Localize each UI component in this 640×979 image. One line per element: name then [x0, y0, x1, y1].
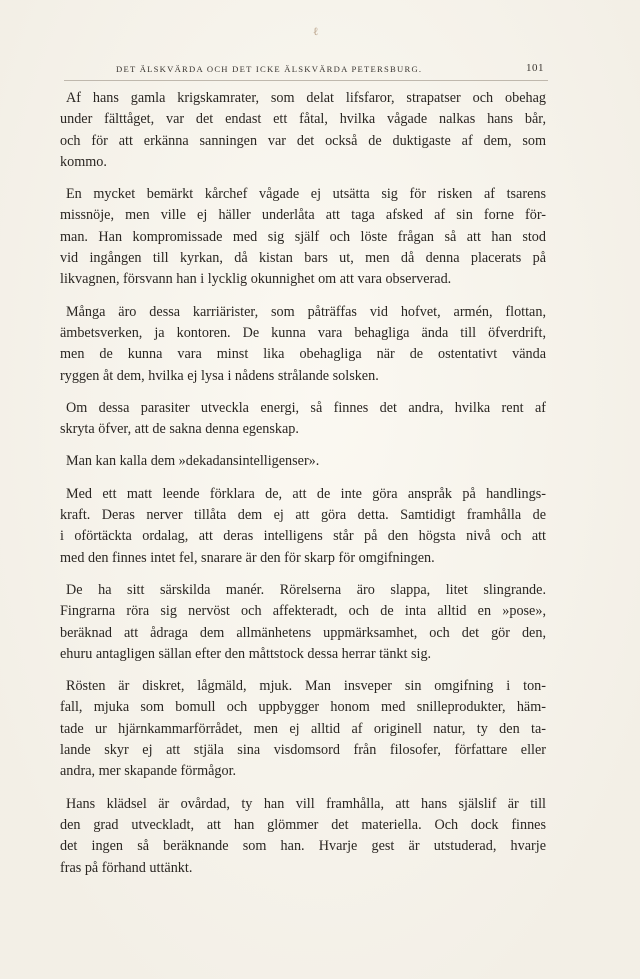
- text-line: ämbetsverken, ja kontoren. De kunna vara behagliga ända till öfverdrift,: [60, 324, 546, 341]
- text-line: fall, mjuka som bomull och uppbygger honom med snilleprodukter, häm-: [60, 699, 546, 716]
- text-line: beräknad att ådraga dem allmänhetens uppmärksamhet, och det gör den,: [60, 624, 546, 641]
- text-line: skryta öfver, att de sakna denna egenskap.: [60, 421, 299, 438]
- text-line: men de kunna vara minst lika obehagliga när de ostentativt vända: [60, 346, 546, 363]
- paragraph: [60, 451, 546, 472]
- text-line: man. Han kompromissade med sig själf och löste frågan så att han stod: [60, 228, 546, 245]
- paragraph: [60, 676, 546, 782]
- text-line: den grad utveckladt, att han glömmer det materiella. Och dock finnes: [60, 816, 546, 833]
- text-line: tade ur hjärnkammarförrådet, men ej alltid af originell natur, ty den ta-: [60, 720, 546, 737]
- text-line: ehuru antagligen sällan efter den måttstock dessa herrar tänkt sig.: [60, 645, 432, 662]
- paragraph: [60, 184, 546, 290]
- text-line: Man kan kalla dem »dekadansintelligenser».: [66, 453, 320, 470]
- text-line: i oförtäckta ordalag, att deras intelligens står på den högsta nivå och att: [60, 528, 546, 545]
- paragraph: [60, 794, 546, 879]
- text-line: Med ett matt leende förklara de, att de inte göra anspråk på handlings-: [66, 485, 546, 502]
- paragraph: [60, 580, 546, 665]
- text-line: Fingrarna röra sig nervöst och affekteradt, och de inta alltid en »pose»,: [60, 603, 546, 620]
- page-number: 101: [526, 62, 544, 74]
- text-line: likvagnen, försvann han i lycklig okunnighet om att vara observerad.: [60, 271, 452, 288]
- text-line: Hans klädsel är ovårdad, ty han vill framhålla, att hans själslif är till: [66, 795, 546, 812]
- text-line: De ha sitt särskilda manér. Rörelserna äro slappa, litet slingrande.: [66, 581, 546, 598]
- text-line: En mycket bemärkt kårchef vågade ej utsätta sig för risken af tsarens: [66, 186, 546, 203]
- text-line: kommo.: [60, 153, 107, 170]
- paragraph: [60, 484, 546, 569]
- text-line: fras på förhand uttänkt.: [60, 859, 193, 876]
- text-line: lande skyr ej att stjäla sina visdomsord från filosofer, författare eller: [60, 742, 546, 759]
- paragraph: [60, 302, 546, 387]
- body-text: [60, 88, 546, 890]
- text-line: Om dessa parasiter utveckla energi, så finnes det andra, hvilka rent af: [66, 399, 546, 416]
- text-line: ryggen åt dem, hvilka ej lysa i nådens strålande solsken.: [60, 367, 379, 384]
- pencil-mark: ℓ: [313, 26, 319, 38]
- text-line: det ingen så beräknande som han. Hvarje gest är utstuderad, hvarje: [60, 838, 546, 855]
- paragraph: [60, 398, 546, 441]
- text-line: Rösten är diskret, lågmäld, mjuk. Man insveper sin omgifning i ton-: [66, 678, 546, 695]
- text-line: Af hans gamla krigskamrater, som delat lifsfaror, strapatser och obehag: [66, 90, 546, 106]
- header-rule: [64, 80, 548, 81]
- text-line: och för att erkänna sanningen var det också de duktigaste af dem, som: [60, 132, 546, 149]
- text-line: andra, mer skapande förmågor.: [60, 763, 237, 780]
- running-title: DET ÄLSKVÄRDA OCH DET ICKE ÄLSKVÄRDA PETERSBURG.: [116, 64, 423, 74]
- text-line: med den finnes intet fel, snarare är den för skarp för omgifningen.: [60, 549, 435, 566]
- text-line: under fälttåget, var det endast ett fåtal, hvilka vågade nalkas hans bår,: [60, 111, 546, 128]
- page-header: [60, 60, 546, 80]
- paragraph: [60, 88, 546, 173]
- text-line: kraft. Deras nerver tillåta dem ej att göra detta. Samtidigt framhålla de: [60, 507, 546, 524]
- text-line: Många äro dessa karriärister, som påträffas vid hofvet, armén, flottan,: [66, 303, 546, 320]
- text-line: vid ingången till kyrkan, då kistan bars ut, men då denna placerats på: [60, 250, 546, 267]
- text-line: missnöje, men ville ej häller underlåta att taga afsked af sin forne för-: [60, 207, 546, 224]
